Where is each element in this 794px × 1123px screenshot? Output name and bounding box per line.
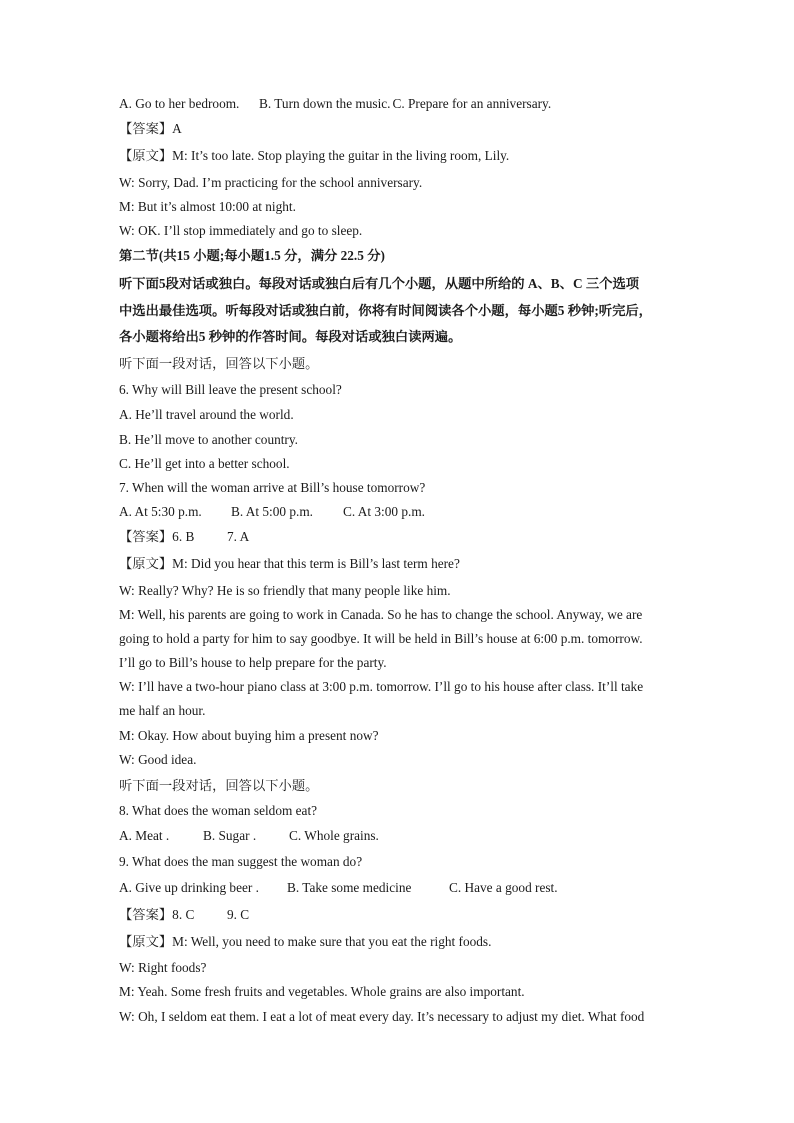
- transcript-line: 【原文】M: It’s too late. Stop playing the guitar in the living room, Lily.: [119, 148, 510, 163]
- answer-9: 9. C: [227, 907, 250, 922]
- instructions-line: 中选出最佳选项。听每段对话或独白前，你将有时间阅读各个小题，每小题5 秒钟;听完后，: [119, 303, 652, 318]
- section-heading: 第二节(共15 小题;每小题1.5 分，满分 22.5 分): [119, 248, 385, 263]
- question-9: 9. What does the man suggest the woman do?: [119, 854, 363, 869]
- answer-8-9: [119, 906, 249, 924]
- option-b: B. Turn down the music.: [259, 96, 391, 111]
- transcript-line: going to hold a party for him to say goodbye. It will be held in Bill’s house at 6:00 p.m. tomorrow.: [119, 631, 643, 646]
- option-b: B. At 5:00 p.m.: [231, 504, 314, 519]
- option-c: C. Whole grains.: [289, 828, 379, 843]
- transcript-line: W: Really? Why? He is so friendly that many people like him.: [119, 583, 451, 598]
- transcript-line: M: But it’s almost 10:00 at night.: [119, 199, 296, 214]
- transcript-line: W: Right foods?: [119, 960, 207, 975]
- dialogue-intro: 听下面一段对话，回答以下小题。: [119, 778, 319, 793]
- transcript-line: W: Oh, I seldom eat them. I eat a lot of meat every day. It’s necessary to adjust my diet. What food: [119, 1009, 645, 1024]
- option-c: C. At 3:00 p.m.: [343, 504, 426, 519]
- transcript-line: W: I’ll have a two-hour piano class at 3:00 p.m. tomorrow. I’ll go to his house after class. It’ll take: [119, 679, 644, 694]
- question-6: 6. Why will Bill leave the present school?: [119, 382, 342, 397]
- q5-options: [119, 95, 551, 113]
- option-a: A. He’ll travel around the world.: [119, 407, 294, 422]
- question-7: 7. When will the woman arrive at Bill’s house tomorrow?: [119, 480, 426, 495]
- transcript-line: M: Well, his parents are going to work in Canada. So he has to change the school. Anyway, we are: [119, 607, 643, 622]
- transcript-line: W: OK. I’ll stop immediately and go to sleep.: [119, 223, 363, 238]
- option-a: A. Go to her bedroom.: [119, 96, 240, 111]
- answer-6-7: [119, 528, 249, 546]
- option-b: B. He’ll move to another country.: [119, 432, 298, 447]
- option-c: C. Have a good rest.: [449, 880, 558, 895]
- q9-options: [119, 879, 558, 897]
- answer-7: 7. A: [227, 529, 250, 544]
- answer-6: 【答案】6. B: [119, 529, 195, 544]
- dialogue-intro: 听下面一段对话，回答以下小题。: [119, 356, 319, 371]
- transcript-line: W: Good idea.: [119, 752, 197, 767]
- transcript-line: me half an hour.: [119, 703, 206, 718]
- transcript-line: W: Sorry, Dad. I’m practicing for the school anniversary.: [119, 175, 423, 190]
- option-b: B. Take some medicine: [287, 880, 412, 895]
- question-8: 8. What does the woman seldom eat?: [119, 803, 318, 818]
- option-b: B. Sugar .: [203, 828, 257, 843]
- option-a: A. Give up drinking beer .: [119, 880, 259, 895]
- option-c: C. He’ll get into a better school.: [119, 456, 290, 471]
- instructions-line: 听下面5段对话或独白。每段对话或独白后有几个小题，从题中所给的 A、B、C 三个选项: [119, 276, 640, 291]
- transcript-line: I’ll go to Bill’s house to help prepare for the party.: [119, 655, 387, 670]
- transcript-line: 【原文】M: Did you hear that this term is Bill’s last term here?: [119, 556, 460, 571]
- q7-options: [119, 503, 425, 521]
- option-c: C. Prepare for an anniversary.: [392, 96, 552, 111]
- instructions-line: 各小题将给出5 秒钟的作答时间。每段对话或独白读两遍。: [119, 329, 462, 344]
- q8-options: [119, 827, 379, 845]
- transcript-line: M: Yeah. Some fresh fruits and vegetables. Whole grains are also important.: [119, 984, 525, 999]
- option-a: A. At 5:30 p.m.: [119, 504, 202, 519]
- answer-8: 【答案】8. C: [119, 907, 195, 922]
- option-a: A. Meat .: [119, 828, 170, 843]
- transcript-line: M: Okay. How about buying him a present now?: [119, 728, 379, 743]
- answer-5: 【答案】A: [119, 121, 182, 136]
- transcript-line: 【原文】M: Well, you need to make sure that you eat the right foods.: [119, 934, 492, 949]
